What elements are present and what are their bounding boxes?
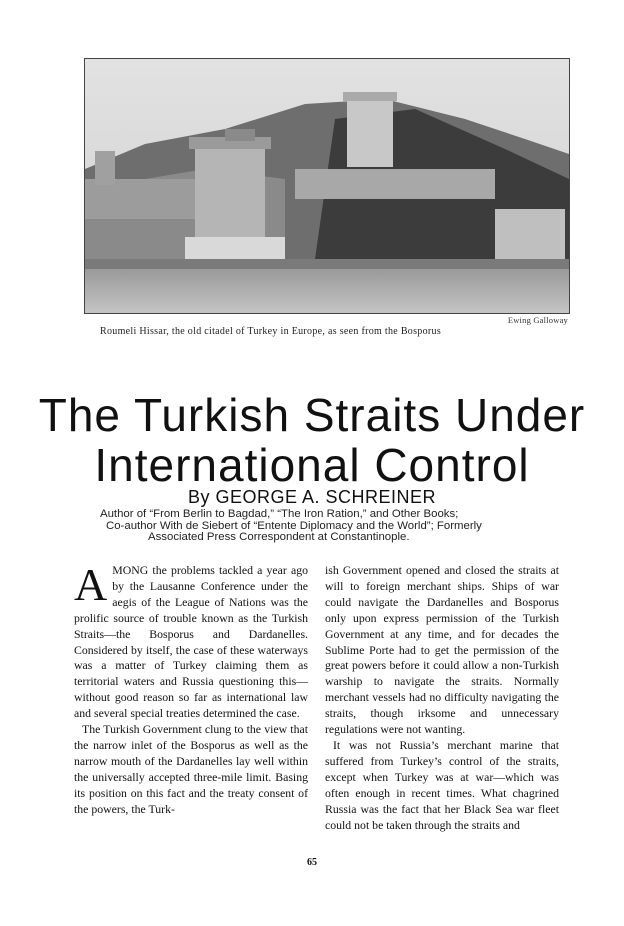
citadel-photograph [84, 58, 570, 314]
paragraph [74, 559, 308, 722]
photo-caption: Roumeli Hissar, the old citadel of Turkey in Europe, as seen from the Bosporus [100, 326, 442, 337]
article-title-line1: The Turkish Straits Under [38, 389, 586, 441]
right-column [325, 563, 559, 833]
author-line: Co-author With de Siebert of “Entente Diplomacy and the World”; Formerly [106, 519, 482, 532]
drop-cap: A [74, 559, 108, 610]
article-title-line2: International Control [94, 439, 530, 491]
author-line: Author of “From Berlin to Bagdad,” “The Iron Ration,” and Other Books; [100, 508, 459, 520]
paragraph: The Turkish Government clung to the view that the narrow inlet of the Bosporus as well as the narrow mouth of the Dardanelles lay well within the universally accepted three-mile limit. Basing its position on this fact and the treaty consent of the powers, the Turk- [74, 722, 308, 816]
author-info [100, 509, 560, 544]
paragraph: ish Government opened and closed the straits at will to foreign merchant ships. Ships of war could navigate the Dardanelles and Bosporus only upon express permission of the Turkish Government at any time, and for decades the Sublime Porte had to get the permission of the great powers before it could allow a non-Turkish warship to navigate the straits. Normally merchant vessels had no difficulty navigating the straits, though irksome and unnecessary regulations were not wanting. [325, 563, 559, 737]
paragraph: It was not Russia’s merchant marine that suffered from Turkey’s control of the straits, except when Turkey was at war—which was often enough in recent times. What chagrined Russia was the fact that her Black Sea war fleet could not be taken through the straits and [325, 737, 559, 832]
photo-credit: Ewing Galloway [507, 315, 568, 325]
page-number: 65 [307, 857, 317, 868]
left-column [74, 559, 308, 818]
paragraph-text: MONG the problems tackled a year ago by the Lausanne Conference under the aegis of the League of Nations was the prolific source of trouble known as the Turkish Straits—the Bosporus and Dardanelles. Considered by itself, the case of these waterways was a matter of Turkey claiming them as territorial waters and Russia questioning this—without good reason so far as international law and several special treaties determined the case. [74, 563, 308, 721]
byline: By GEORGE A. SCHREINER [187, 487, 437, 507]
author-line: Associated Press Correspondent at Constantinople. [148, 531, 410, 543]
